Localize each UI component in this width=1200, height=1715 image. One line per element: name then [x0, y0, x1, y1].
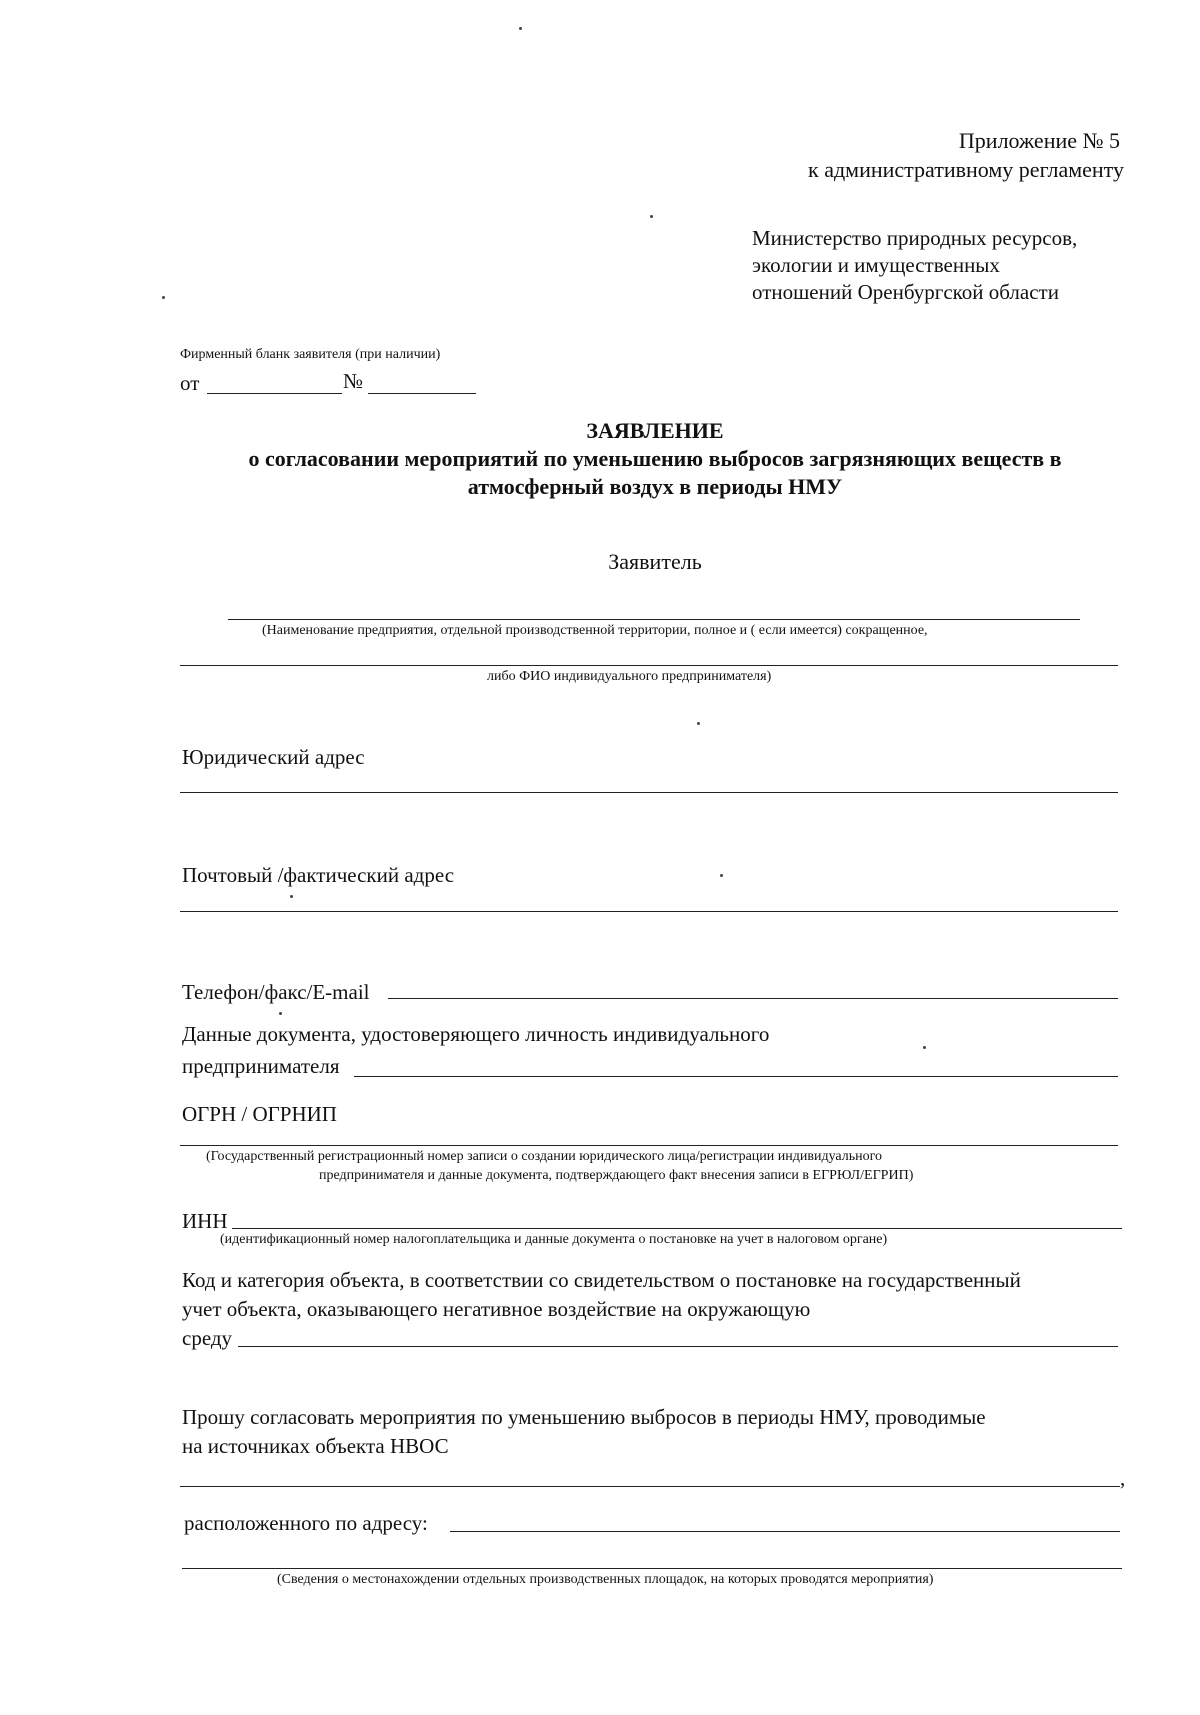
number-line[interactable] [368, 393, 476, 394]
scan-speck [162, 296, 165, 299]
location-label: расположенного по адресу: [184, 1511, 428, 1535]
appendix-number: Приложение № 5 [958, 128, 1120, 153]
inn-hint: (идентификационный номер налогоплательщика и данные документа о постановке на учет в налоговом органе) [220, 1232, 888, 1247]
addressee-line-2: экологии и имущественных [752, 253, 1000, 277]
inn-line[interactable] [232, 1228, 1122, 1229]
number-label: № [343, 369, 364, 393]
request-sources-line[interactable] [180, 1486, 1120, 1487]
scan-speck [279, 1012, 282, 1015]
object-code-label-1: Код и категория объекта, в соответствии со свидетельством о постановке на государственный [182, 1268, 1021, 1292]
applicant-hint-2: либо ФИО индивидуального предпринимателя) [487, 669, 772, 684]
contacts-line[interactable] [388, 998, 1118, 999]
location-line-2[interactable] [182, 1568, 1122, 1569]
applicant-name-line-2[interactable] [180, 665, 1118, 666]
document-subtitle-1: о согласовании мероприятий по уменьшению выбросов загрязняющих веществ в [248, 446, 1062, 471]
object-code-label-2: учет объекта, оказывающего негативное воздействие на окружающую [182, 1297, 811, 1321]
appendix-reference: к административному регламенту [808, 157, 1124, 182]
inn-label: ИНН [182, 1209, 228, 1233]
ogrn-hint-1: (Государственный регистрационный номер записи о создании юридического лица/регистрации индивидуального [206, 1149, 883, 1164]
request-text-2: на источниках объекта НВОС [182, 1434, 449, 1458]
scan-speck [650, 215, 653, 218]
applicant-hint-1: (Наименование предприятия, отдельной производственной территории, полное и ( если имеется) сокращенное, [262, 623, 928, 638]
request-comma: , [1120, 1466, 1126, 1490]
location-line[interactable] [450, 1531, 1120, 1532]
postal-address-label: Почтовый /фактический адрес [182, 863, 455, 887]
id-document-line[interactable] [354, 1076, 1118, 1077]
addressee-line-1: Министерство природных ресурсов, [752, 226, 1078, 250]
document-title: ЗАЯВЛЕНИЕ [586, 418, 724, 443]
ogrn-line[interactable] [180, 1145, 1118, 1146]
legal-address-label: Юридический адрес [182, 745, 365, 769]
scan-speck [290, 895, 293, 898]
id-document-label-1: Данные документа, удостоверяющего личность индивидуального [182, 1022, 770, 1046]
postal-address-line[interactable] [180, 911, 1118, 912]
object-code-label-3: среду [182, 1326, 233, 1350]
letterhead-note: Фирменный бланк заявителя (при наличии) [180, 347, 441, 362]
contacts-label: Телефон/факс/E-mail [182, 980, 370, 1004]
applicant-label: Заявитель [608, 549, 702, 574]
ogrn-hint-2: предпринимателя и данные документа, подтверждающего факт внесения записи в ЕГРЮЛ/ЕГРИП) [319, 1168, 914, 1183]
location-hint: (Сведения о местонахождении отдельных производственных площадок, на которых проводятся мероприятия) [277, 1572, 934, 1587]
request-text-1: Прошу согласовать мероприятия по уменьшению выбросов в периоды НМУ, проводимые [182, 1405, 986, 1429]
object-code-line[interactable] [238, 1346, 1118, 1347]
legal-address-line[interactable] [180, 792, 1118, 793]
scan-speck [519, 27, 522, 30]
date-line[interactable] [207, 393, 342, 394]
addressee-line-3: отношений Оренбургской области [752, 280, 1059, 304]
applicant-name-line-1[interactable] [228, 619, 1080, 620]
from-label: от [180, 371, 200, 395]
scan-speck [923, 1046, 926, 1049]
ogrn-label: ОГРН / ОГРНИП [182, 1102, 337, 1126]
id-document-label-2: предпринимателя [182, 1054, 340, 1078]
scan-speck [720, 874, 723, 877]
scan-speck [697, 722, 700, 725]
document-subtitle-2: атмосферный воздух в периоды НМУ [467, 474, 843, 499]
